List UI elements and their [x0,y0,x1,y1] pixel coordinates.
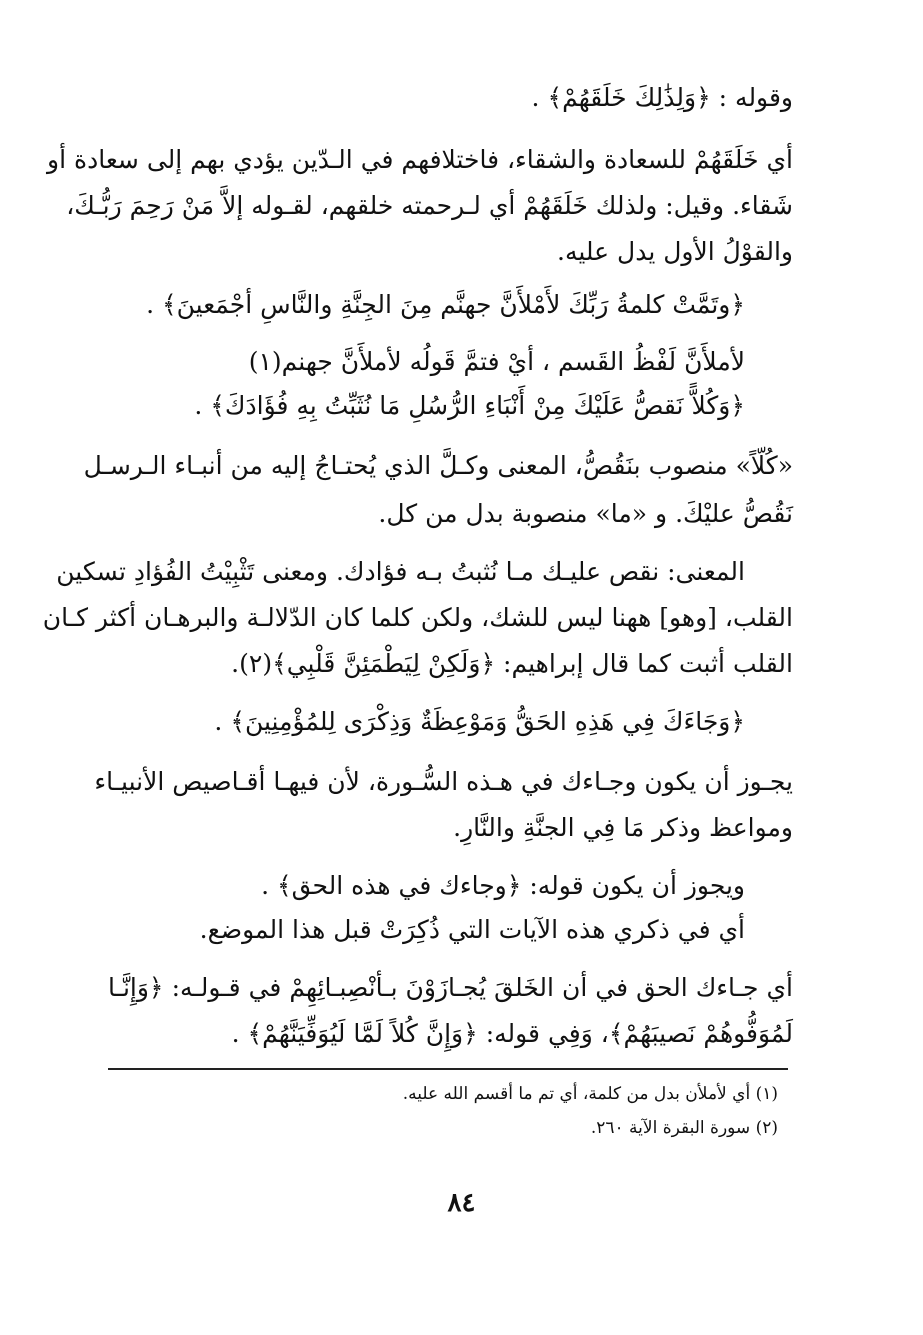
text-line: «كُلّاً» منصوب بنَقُصُّ، المعنى وكـلَّ الذي يُحتـاجُ إليه من أنبـاء الـرسـل [83,451,793,480]
text-line: نَقُصُّ عليْكَ. و «ما» منصوبة بدل من كل. [378,499,793,528]
text-line: ومواعظ وذكر مَا فِي الجنَّةِ والنَّارِ. [453,813,793,842]
quran-verse: ﴿وتَمَّتْ كلمةُ رَبِّكَ لأَمْلأَنَّ جهنَّم مِنَ الجِنَّةِ والنَّاسِ أجْمَعينَ﴾ . [146,290,745,319]
footnote: (١) أي لأملأن بدل من كلمة، أي تم ما أقسم الله عليه. [402,1084,778,1104]
footnote: (٢) سورة البقرة الآية ٢٦٠. [590,1118,778,1138]
text-line: أي في ذكري هذه الآيات التي ذُكِرَتْ قبل هذا الموضع. [199,915,745,944]
text-line: المعنى: نقص عليـك مـا نُثبتُ بـه فؤادك. ومعنى تَثْبِيْتُ الفُؤادِ تسكين [56,557,745,586]
text-line: أي جـاءك الحق في أن الخَلقَ يُجـازَوْنَ بـأنْصِبـائِهِمْ في قـولـه: ﴿وَإِنَّـا [108,973,793,1002]
text-line: والقوْلُ الأول يدل عليه. [557,237,793,266]
quran-verse: ﴿وَكُلاًّ نَقصُّ عَلَيْكَ مِنْ أَنْبَاءِ الرُّسُلِ مَا نُثَبِّتُ بِهِ فُؤَادَكَ﴾ . [194,391,745,420]
text-line: لأملأَنَّ لَفْظُ القَسم ، أيْ فتمَّ قَولُه لأملأَنَّ جهنم(١) [248,347,745,376]
text-line: شَقاء. وقيل: ولذلك خَلَقَهُمْ أي لـرحمته خلقهم، لقـوله إلاَّ مَنْ رَحِمَ رَبُّـكَ، [66,191,793,220]
footnote-divider [108,1068,788,1070]
text-line: وقوله : ﴿وَلِذَٰلِكَ خَلَقَهُمْ﴾ . [531,83,793,112]
text-line: القلب أثبت كما قال إبراهيم: ﴿وَلَكِنْ لِيَطْمَئِنَّ قَلْبِي﴾(٢). [231,649,793,678]
text-line: أي خَلَقَهُمْ للسعادة والشقاء، فاختلافهم في الـدّين يؤدي بهم إلى سعادة أو [47,145,793,174]
quran-verse: ﴿وَجَاءَكَ فِي هَذِهِ الحَقُّ وَمَوْعِظَةٌ وَذِكْرَى لِلمُؤْمِنِينَ﴾ . [214,707,745,736]
text-line: لَمُوَفُّوهُمْ نَصيبَهُمْ﴾، وَفِي قوله: ﴿وَإِنَّ كُلاً لَمَّا لَيُوَفِّيَنَّهُمْ﴾ . [231,1019,793,1048]
text-line: يجـوز أن يكون وجـاءك في هـذه السُّـورة، لأن فيهـا أقـاصيص الأنبيـاء [94,767,793,796]
page-number: ٨٤ [447,1188,476,1218]
text-line: القلب، [وهو] ههنا ليس للشك، ولكن كلما كان الدّلالـة والبرهـان أكثر كـان [42,603,793,632]
text-line: ويجوز أن يكون قوله: ﴿وجاءك في هذه الحق﴾ . [261,871,745,900]
